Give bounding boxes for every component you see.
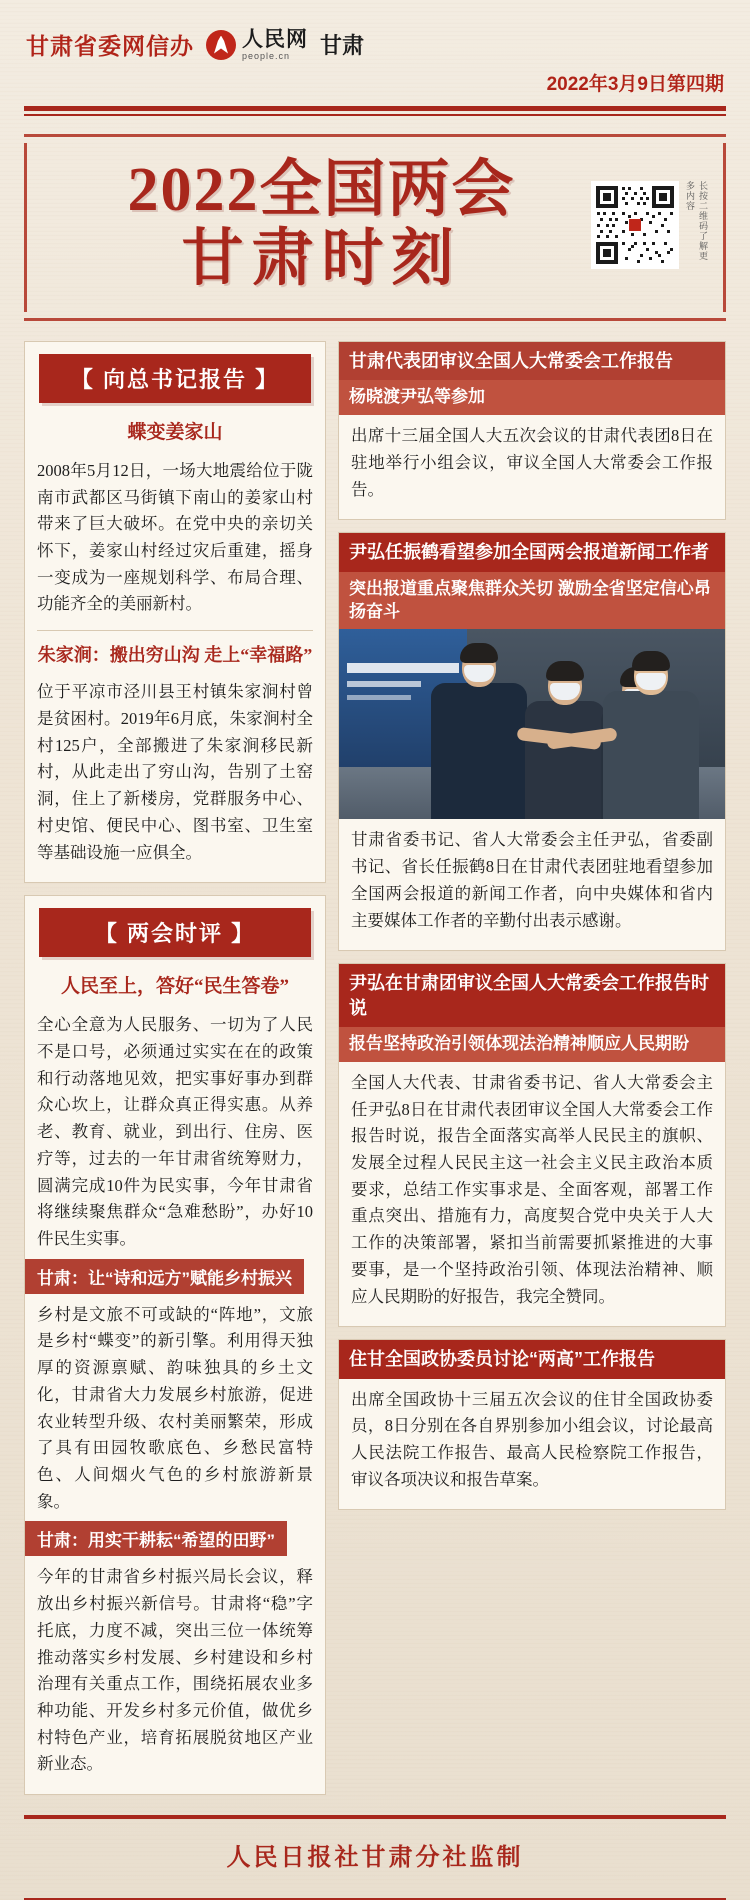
people-cn-logo	[206, 29, 308, 61]
story-tab-fields-of-hope: 甘肃：用实干耕耘“希望的田野”	[25, 1521, 287, 1556]
story-body-culture-tourism: 乡村是文旅不可或缺的“阵地”，文旅是乡村“蝶变”的新引擎。利用得天独厚的资源禀赋、韵味独具的乡土文化，甘肃省大力发展乡村旅游，促进农业转型升级、农村美丽繁荣，形成了具有田园牧歌底色、乡愁民富特色、人间烟火气色的乡村旅游新景象。	[37, 1304, 313, 1511]
office-name: 甘肃省委网信办	[26, 33, 194, 59]
title-line-2: 甘肃时刻	[181, 225, 462, 294]
brand-name-en: people.cn	[242, 50, 291, 61]
news-body-delegation-review: 出席十三届全国人大五次会议的甘肃代表团8日在驻地举行小组会议，审议全国人大常委会工作报告。	[351, 426, 713, 499]
story-title-people-first: 人民至上，答好“民生答卷”	[60, 976, 289, 998]
news-body-cppcc-discussion: 出席全国政协十三届五次会议的住甘全国政协委员，8日分别在各自界别参加小组会议，讨论最高人民法院工作报告、最高人民检察院工作报告，审议各项决议和报告草案。	[351, 1389, 713, 1489]
news-title-cppcc-discussion: 住甘全国政协委员讨论“两高”工作报告	[339, 1340, 725, 1378]
tab-row-fields-of-hope	[25, 1521, 325, 1556]
news-title-delegation-review: 甘肃代表团审议全国人大常委会工作报告	[339, 342, 725, 380]
news-photo-handshake	[339, 629, 725, 819]
story-body-people-first: 全心全意为人民服务、一切为了人民不是口号，必须通过实实在在的政策和行动落地见效，把实事好事办到群众心坎上，让群众真正得实惠。从养老、教育、就业，到出行、住房、医疗等，过去的一年甘肃省统筹财力，圆满完成10件为民实事，今年甘肃省将继续聚焦群众“急难愁盼”，办好10件民生实事。	[37, 1015, 313, 1248]
issue-date: 2022年3月9日第四期	[546, 74, 724, 95]
content-columns	[0, 331, 750, 1807]
story-title-jiangjiashan: 蝶变姜家山	[127, 421, 223, 443]
news-body-visit-journalists: 甘肃省委书记、省人大常委会主任尹弘，省委副书记、省长任振鹤8日在甘肃代表团驻地看望参加全国两会报道的新闻工作者，向中央媒体和省内主要媒体工作者的辛勤付出表示感谢。	[351, 830, 713, 930]
tab-row-culture-tourism	[25, 1259, 325, 1294]
qr-code-icon[interactable]	[591, 181, 679, 269]
photo-person-4	[603, 655, 699, 819]
card-report-to-general-secretary	[24, 341, 326, 883]
qr-block	[591, 181, 710, 269]
story-title-zhujiajian: 朱家涧：搬出穷山沟 走上“幸福路”	[37, 645, 313, 666]
brand-name-cn: 人民网	[242, 27, 308, 51]
title-block	[24, 134, 726, 321]
card-npc-standing-committee-review	[338, 341, 726, 520]
title-line-1: 2022全国两会	[127, 156, 516, 224]
news-subtitle-visit-journalists: 突出报道重点聚焦群众关切 激励全省坚定信心昂扬奋斗	[339, 572, 725, 630]
header-rule-thin	[24, 114, 726, 116]
section-banner-commentary: 【 两会时评 】	[39, 908, 311, 957]
header-rule-thick	[24, 106, 726, 111]
region-label: 甘肃	[320, 33, 365, 58]
section-banner-report: 【 向总书记报告 】	[39, 354, 311, 403]
card-cppcc-discussion	[338, 1339, 726, 1510]
news-title-yinhong-statement: 尹弘在甘肃团审议全国人大常委会工作报告时说	[339, 964, 725, 1027]
story-body-jiangjiashan: 2008年5月12日，一场大地震给位于陇南市武都区马街镇下南山的姜家山村带来了巨大破坏。在党中央的亲切关怀下，姜家山村经过灾后重建，摇身一变成为一座规划科学、布局合理、功能齐全的美丽新村。	[37, 460, 313, 614]
story-divider-1	[37, 630, 313, 631]
story-body-fields-of-hope: 今年的甘肃省乡村振兴局长会议，释放出乡村振兴新信号。甘肃将“稳”字托底，力度不减，突出三位一体统筹推动落实乡村发展、乡村建设和乡村治理有关重点工作，围绕拓展农业多种功能、开发乡村多元价值，做优乡村特色产业，培育拓展脱贫地区产业新业态。	[37, 1567, 313, 1774]
news-body-yinhong-statement: 全国人大代表、甘肃省委书记、省人大常委会主任尹弘8日在甘肃代表团审议全国人大常委会工作报告时说，报告全面落实高举人民民主的旗帜、发展全过程人民民主这一社会主义民主政治本质要求，总结工作实事求是、全面客观，部署工作重点突出、措施有力，高度契合党中央关于人大工作的决策部署，紧扣当前需要抓紧推进的大事要事，是一个坚持政治引领、体现法治精神、顺应人民期盼的好报告，我完全赞同。	[351, 1072, 713, 1306]
story-tab-culture-tourism: 甘肃：让“诗和远方”赋能乡村振兴	[25, 1259, 304, 1294]
story-body-zhujiajian: 位于平凉市泾川县王村镇朱家涧村曾是贫困村。2019年6月底，朱家涧村全村125户，全部搬进了朱家涧移民新村，从此走出了穷山沟，告别了土窑洞，住上了新楼房，党群服务中心、村史馆、便民中心、图书室、卫生室等基础设施一应俱全。	[37, 682, 313, 862]
right-column	[338, 341, 726, 1523]
card-yinhong-statement	[338, 963, 726, 1327]
qr-caption: 长按二维码了解更多内容	[685, 181, 708, 262]
news-title-visit-journalists: 尹弘任振鹤看望参加全国两会报道新闻工作者	[339, 533, 725, 571]
photo-person-1	[431, 647, 527, 819]
people-cn-mark-icon	[206, 30, 236, 60]
card-visit-journalists	[338, 532, 726, 951]
left-column	[24, 341, 326, 1807]
card-two-sessions-commentary	[24, 895, 326, 1795]
news-subtitle-yinhong-statement: 报告坚持政治引领体现法治精神顺应人民期盼	[339, 1027, 725, 1062]
masthead	[0, 0, 750, 67]
footer-credit: 人民日报社甘肃分社监制	[24, 1815, 726, 1898]
news-subtitle-attendees: 杨晓渡尹弘等参加	[339, 380, 725, 415]
